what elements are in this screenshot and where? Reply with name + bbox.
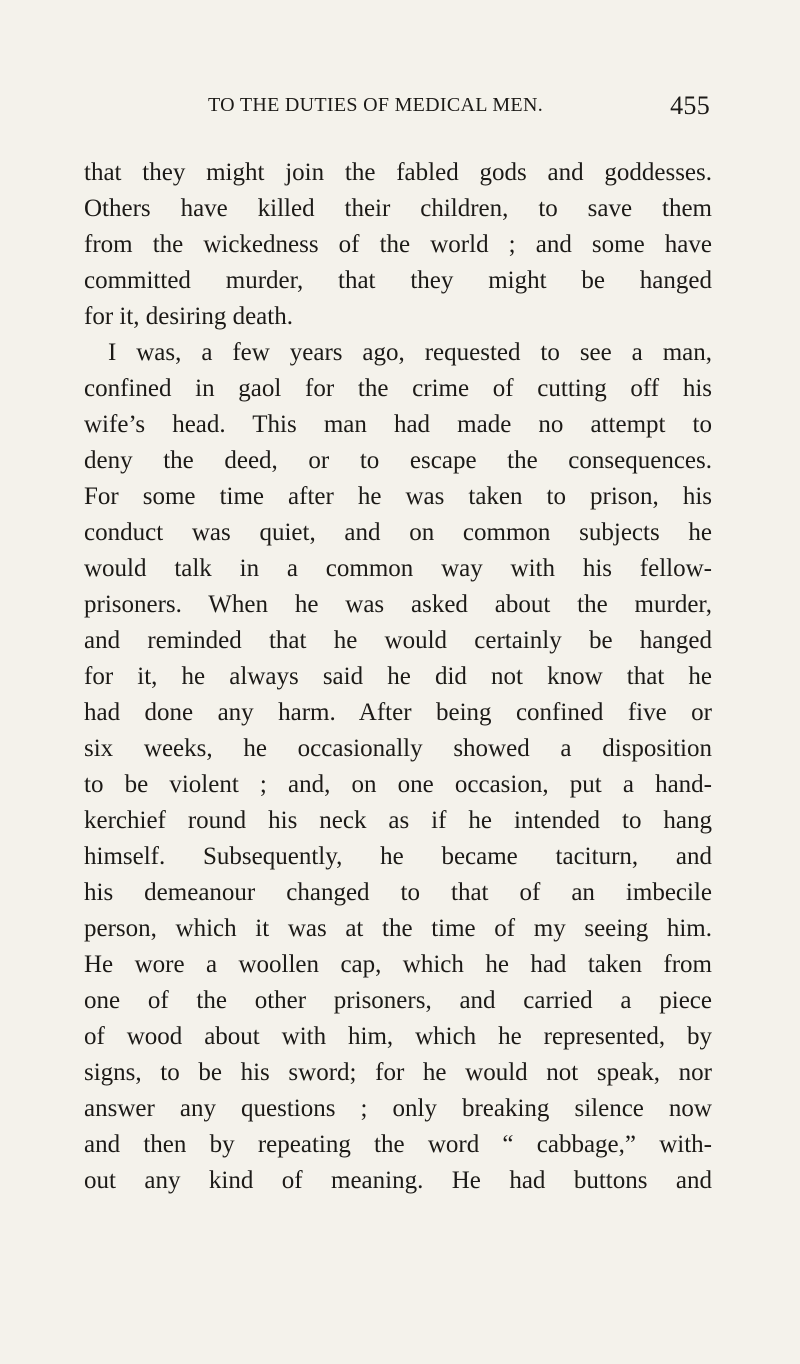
text-line: For some time after he was taken to prison, his	[84, 483, 712, 510]
text-line: had done any harm. After being confined five or	[84, 699, 712, 726]
text-line: from the wickedness of the world ; and some have	[84, 231, 712, 258]
paragraph-start-line: I was, a few years ago, requested to see a man,	[108, 339, 712, 366]
text-line: confined in gaol for the crime of cutting off his	[84, 375, 712, 402]
page-number: 455	[670, 91, 710, 120]
text-line: would talk in a common way with his fellow-	[84, 555, 712, 582]
text-line: for it, he always said he did not know that he	[84, 663, 712, 690]
text-line: conduct was quiet, and on common subjects he	[84, 519, 712, 546]
text-line: and reminded that he would certainly be hanged	[84, 627, 712, 654]
text-line: for it, desiring death.	[84, 303, 293, 330]
text-line: himself. Subsequently, he became taciturn, and	[84, 843, 712, 870]
page-header	[208, 91, 710, 126]
text-line: out any kind of meaning. He had buttons and	[84, 1167, 712, 1194]
text-line: one of the other prisoners, and carried a piece	[84, 987, 712, 1014]
text-line: kerchief round his neck as if he intended to hang	[84, 807, 712, 834]
text-line: committed murder, that they might be hanged	[84, 267, 712, 294]
text-line: prisoners. When he was asked about the murder,	[84, 591, 712, 618]
text-line: deny the deed, or to escape the consequences.	[84, 447, 712, 474]
text-line: and then by repeating the word “ cabbage,” with-	[84, 1131, 712, 1158]
text-line: wife’s head. This man had made no attempt to	[84, 411, 712, 438]
text-line: person, which it was at the time of my seeing him.	[84, 915, 712, 942]
text-line: six weeks, he occasionally showed a disposition	[84, 735, 712, 762]
text-line: answer any questions ; only breaking silence now	[84, 1095, 712, 1122]
text-line: that they might join the fabled gods and goddesses.	[84, 159, 712, 186]
running-head: TO THE DUTIES OF MEDICAL MEN.	[208, 94, 543, 116]
text-line: Others have killed their children, to save them	[84, 195, 712, 222]
text-line: He wore a woollen cap, which he had taken from	[84, 951, 712, 978]
text-line: to be violent ; and, on one occasion, put a hand-	[84, 771, 712, 798]
text-line: signs, to be his sword; for he would not speak, nor	[84, 1059, 712, 1086]
text-line: his demeanour changed to that of an imbecile	[84, 879, 712, 906]
text-line: of wood about with him, which he represented, by	[84, 1023, 712, 1050]
